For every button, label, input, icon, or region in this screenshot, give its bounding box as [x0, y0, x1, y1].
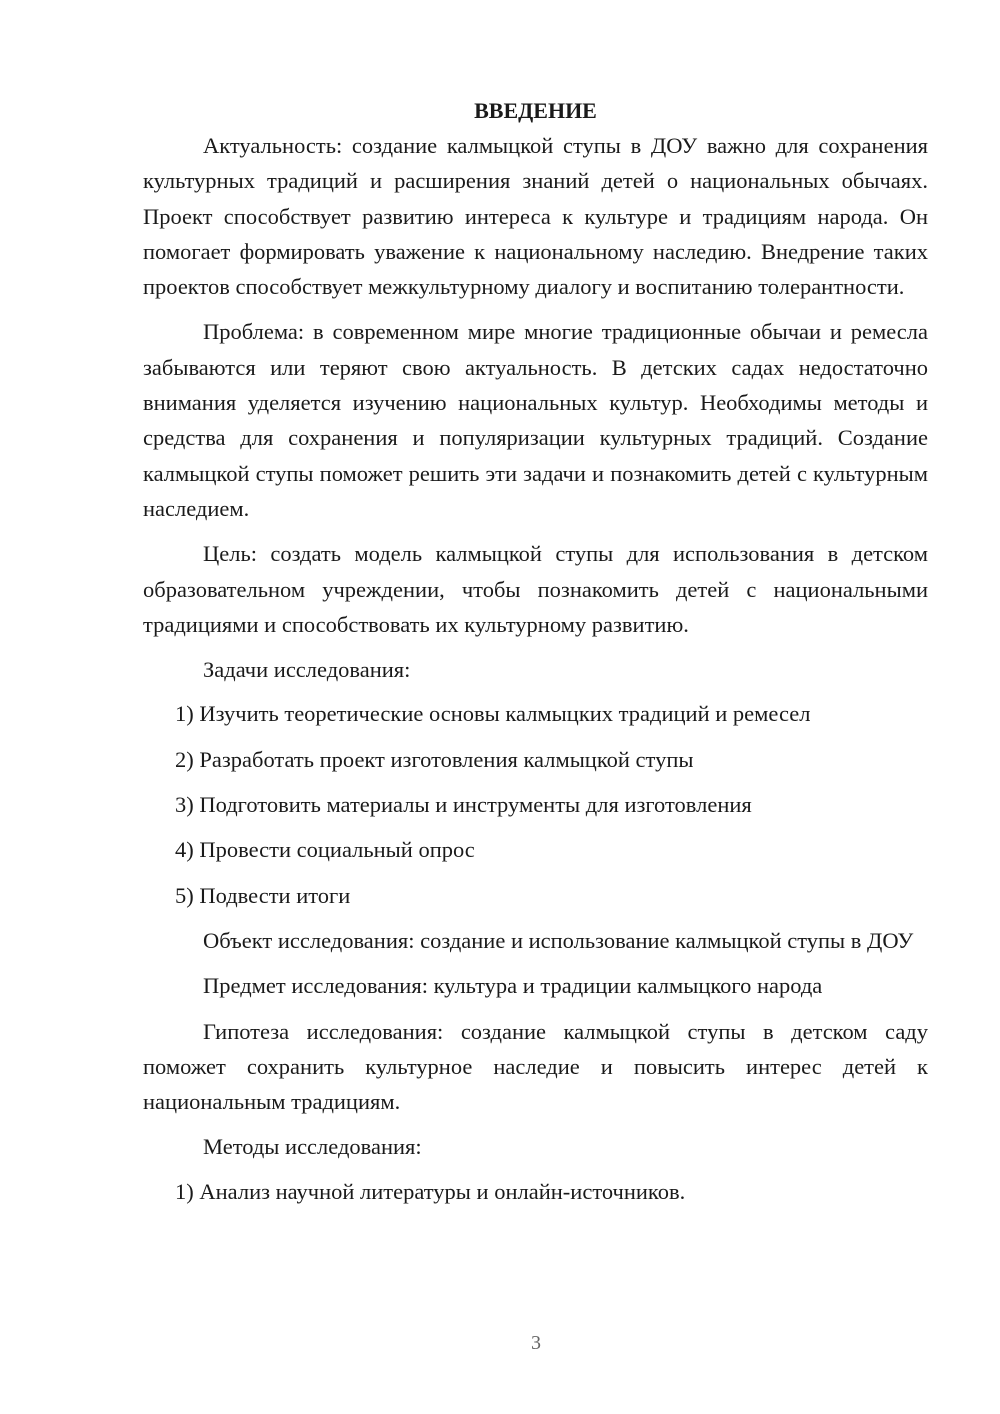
- list-item: 3) Подготовить материалы и инструменты для изготовления: [175, 792, 752, 818]
- list-item: 1) Анализ научной литературы и онлайн-источников.: [175, 1178, 686, 1204]
- document-page: [143, 96, 928, 1219]
- document-title: ВВЕДЕНИЕ: [474, 98, 597, 123]
- goal-paragraph: Цель: создать модель калмыцкой ступы для использования в детском образовательном учреждении, чтобы познакомить детей с национальными традициями и способствовать их культурному развитию.: [143, 541, 928, 637]
- problem-paragraph: Проблема: в современном мире многие традиционные обычаи и ремесла забываются или теряют свою актуальность. В детских садах недостаточно внимания уделяется изучению национальных культур. Необходимы методы и средства для сохранения и популяризации культурных традиций. Создание калмыцкой ступы поможет решить эти задачи и познакомить детей с культурным наследием.: [143, 319, 928, 521]
- subject-paragraph: Предмет исследования: культура и традиции калмыцкого народа: [203, 973, 823, 999]
- list-item: 4) Провести социальный опрос: [175, 837, 475, 863]
- list-item: 5) Подвести итоги: [175, 882, 351, 908]
- page-number: 3: [531, 1332, 541, 1354]
- tasks-label: Задачи исследования:: [203, 657, 411, 683]
- methods-list: [143, 1174, 928, 1209]
- hypothesis-paragraph: Гипотеза исследования: создание калмыцкой ступы в детском саду поможет сохранить культурное наследие и повысить интерес детей к национальным традициям.: [143, 1018, 928, 1115]
- list-item: 2) Разработать проект изготовления калмыцкой ступы: [175, 746, 694, 772]
- methods-label: Методы исследования:: [203, 1134, 422, 1160]
- object-paragraph: Объект исследования: создание и использование калмыцкой ступы в ДОУ: [203, 927, 914, 953]
- tasks-list: [143, 696, 928, 912]
- list-item: 1) Изучить теоретические основы калмыцких традиций и ремесел: [175, 701, 811, 727]
- relevance-paragraph: Актуальность: создание калмыцкой ступы в ДОУ важно для сохранения культурных традиций и расширения знаний детей о национальных обычаях. Проект способствует развитию интереса к культуре и традициям народа. Он помогает формировать уважение к национальному наследию. Внедрение таких проектов способствует межкультурному диалогу и воспитанию толерантности.: [143, 133, 928, 300]
